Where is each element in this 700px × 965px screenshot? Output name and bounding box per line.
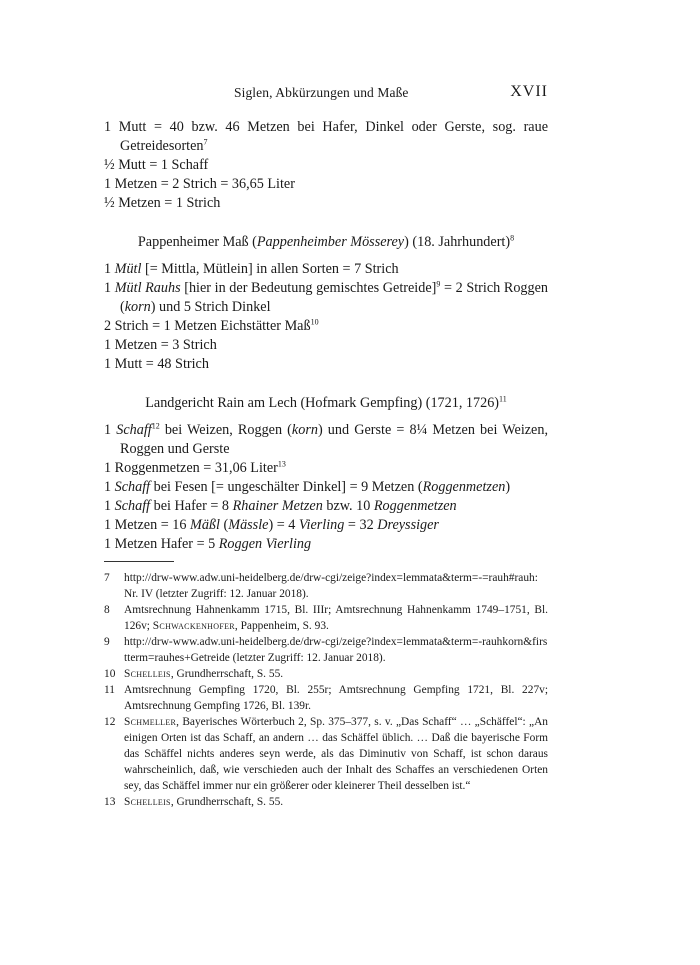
measure-line: 1 Schaff bei Hafer = 8 Rhainer Metzen bzw. 10 Roggenmetzen bbox=[104, 498, 457, 514]
footnote-ref[interactable]: 11 bbox=[499, 394, 507, 404]
measure-line: 1 Mutt = 48 Strich bbox=[104, 356, 209, 372]
measure-line: 2 Strich = 1 Metzen Eichstätter Maß$^{10}$ bbox=[104, 317, 319, 334]
section-heading-pappenheim: Pappenheimer Maß (Pappenheimber Mösserey) (18. Jahrhundert)$^8$ bbox=[137, 233, 515, 250]
section-3 bbox=[104, 421, 548, 554]
measure-line: 1 Metzen = 16 Mäßl (Mässle) = 4 Vierling = 32 Dreyssiger bbox=[104, 517, 439, 533]
footnote-text: Amtsrechnung Hahnenkamm 1715, Bl. IIIr; Amtsrechnung Hahnenkamm 1749–1751, Bl. 126v; Schwackenhofer, Pappenheim, S. 93. bbox=[124, 604, 548, 632]
measure-line: 1 Metzen = 3 Strich bbox=[104, 337, 217, 353]
section-2 bbox=[104, 260, 548, 374]
footnote-text: Schmeller, Bayerisches Wörterbuch 2, Sp. 375–377, s. v. „Das Schaff“ … „Schäffel“: „An einigen Orten ist das Schaff, an andern … das Schäffel üblich. … Daß die bayerische Form das Schäffel nichts anderes seyn werde, als das Diminutiv von Schaff, ist schon daraus wahrscheinlich, daß, wie verschieden auch der Inhalt des Schaffes an verschiedenen Orten sey, das Schäffel immer nur ein größerer oder kleinerer Theil desselben ist.“ bbox=[124, 716, 548, 792]
footnote-ref[interactable]: 9 bbox=[436, 279, 441, 289]
footnote bbox=[104, 682, 548, 714]
footnote-number: 8 bbox=[104, 604, 110, 616]
footnote-number: 9 bbox=[104, 636, 110, 648]
footnote-number: 11 bbox=[104, 684, 115, 696]
measure-line: 1 Mütl Rauhs [hier in der Bedeutung gemischtes Getreide]$^9$ = 2 Strich Roggen (korn) und 5 Strich Dinkel bbox=[104, 279, 548, 315]
footnotes bbox=[104, 570, 548, 810]
footnote bbox=[104, 714, 548, 794]
footnote-number: 13 bbox=[104, 796, 116, 808]
measure-line: 1 Schaff bei Fesen [= ungeschälter Dinkel] = 9 Metzen (Roggenmetzen) bbox=[104, 479, 511, 495]
measure-line: 1 Metzen = 2 Strich = 36,65 Liter bbox=[104, 176, 295, 192]
section-heading-rain: Landgericht Rain am Lech (Hofmark Gempfing) (1721, 1726)$^{11}$ bbox=[145, 394, 507, 411]
measure-line: ½ Mutt = 1 Schaff bbox=[104, 157, 209, 173]
footnote-ref[interactable]: 8 bbox=[510, 233, 515, 243]
footnote bbox=[104, 666, 548, 682]
footnote-ref[interactable]: 12 bbox=[151, 421, 160, 431]
footnote bbox=[104, 570, 548, 602]
footnote-divider bbox=[104, 561, 174, 562]
measure-line: 1 Schaff$^{12}$ bei Weizen, Roggen (korn) und Gerste = 8¼ Metzen bei Weizen, Roggen und Gerste bbox=[104, 421, 548, 457]
measure-line: 1 Mütl [= Mittla, Mütlein] in allen Sorten = 7 Strich bbox=[104, 261, 399, 277]
footnote-text: Schelleis, Grundherrschaft, S. 55. bbox=[124, 668, 284, 680]
footnote-number: 10 bbox=[104, 668, 116, 680]
footnote bbox=[104, 794, 548, 810]
measure-line: 1 Metzen Hafer = 5 Roggen Vierling bbox=[104, 536, 312, 552]
running-title: Siglen, Abkürzungen und Maße bbox=[234, 85, 409, 100]
footnote-number: 7 bbox=[104, 572, 110, 584]
measure-line: 1 Roggenmetzen = 31,06 Liter$^{13}$ bbox=[104, 459, 286, 476]
footnote-link[interactable]: http://drw-www.adw.uni-heidelberg.de/drw-cgi/zeige?index=lemmata&term=-rauhkorn&firstterm=rauhes+Getreide (letzter Zugriff: 12. Januar 2018). bbox=[124, 636, 548, 664]
running-head bbox=[104, 83, 548, 105]
page-number: XVII bbox=[510, 83, 548, 100]
footnote-link[interactable]: http://drw-www.adw.uni-heidelberg.de/drw-cgi/zeige?index=lemmata&term=-=rauh#rauh: Nr. IV (letzter Zugriff: 12. Januar 2018). bbox=[124, 572, 538, 600]
footnote-ref[interactable]: 10 bbox=[310, 317, 319, 327]
footnote-number: 12 bbox=[104, 716, 116, 728]
footnote-text: Schelleis, Grundherrschaft, S. 55. bbox=[124, 796, 284, 808]
footnote bbox=[104, 634, 548, 666]
footnote-ref[interactable]: 13 bbox=[277, 459, 286, 469]
measure-line: ½ Metzen = 1 Strich bbox=[104, 195, 221, 211]
section-1 bbox=[104, 118, 548, 213]
measure-line: 1 Mutt = 40 bzw. 46 Metzen bei Hafer, Dinkel oder Gerste, sog. raue Getreidesorten$^7$ bbox=[104, 119, 548, 154]
footnote-text: Amtsrechnung Gempfing 1720, Bl. 255r; Amtsrechnung Gempfing 1721, Bl. 227v; Amtsrechnung Gempfing 1726, Bl. 139r. bbox=[124, 684, 548, 712]
footnote-ref[interactable]: 7 bbox=[203, 137, 208, 147]
footnote bbox=[104, 602, 548, 634]
